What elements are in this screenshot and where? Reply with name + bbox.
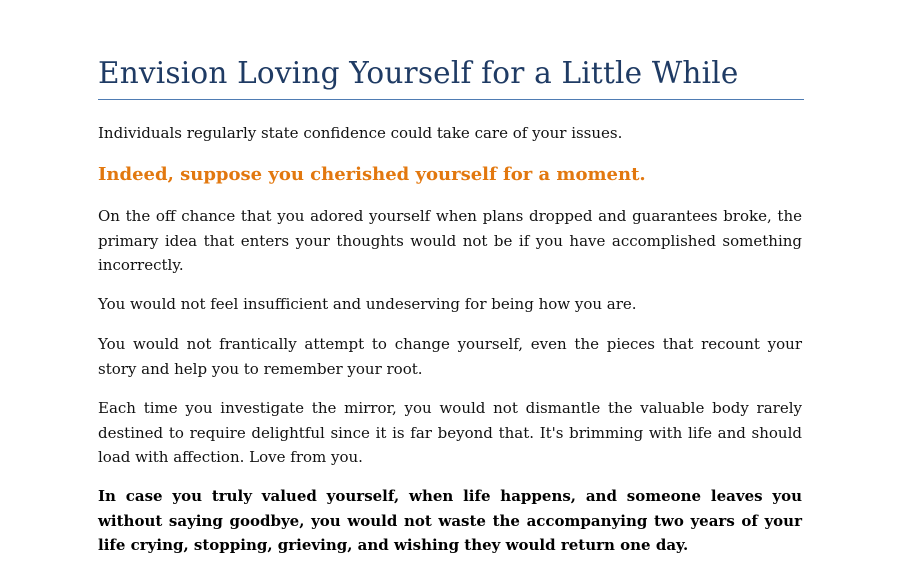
title-underline-divider xyxy=(98,99,804,100)
bold-paragraph: In case you truly valued yourself, when life happens, and someone leaves you without saying goodbye, you would not waste the accompanying two years of your life crying, stopping, grieving, and wishing they would return one day. xyxy=(98,487,802,554)
body-paragraph-1: On the off chance that you adored yourself when plans dropped and guarantees broke, the primary idea that enters your thoughts would not be if you have accomplished something incorrectly. xyxy=(98,207,802,274)
section-subheading: Indeed, suppose you cherished yourself for a moment. xyxy=(98,164,646,185)
document-title: Envision Loving Yourself for a Little While xyxy=(98,56,739,90)
intro-paragraph: Individuals regularly state confidence could take care of your issues. xyxy=(98,124,623,142)
body-paragraph-2: You would not feel insufficient and undeserving for being how you are. xyxy=(98,295,637,313)
body-paragraph-3: You would not frantically attempt to change yourself, even the pieces that recount your story and help you to remember your root. xyxy=(98,335,802,378)
body-paragraph-4: Each time you investigate the mirror, you would not dismantle the valuable body rarely destined to require delightful since it is far beyond that. It's brimming with life and should load with affection. Love from you. xyxy=(98,399,802,466)
